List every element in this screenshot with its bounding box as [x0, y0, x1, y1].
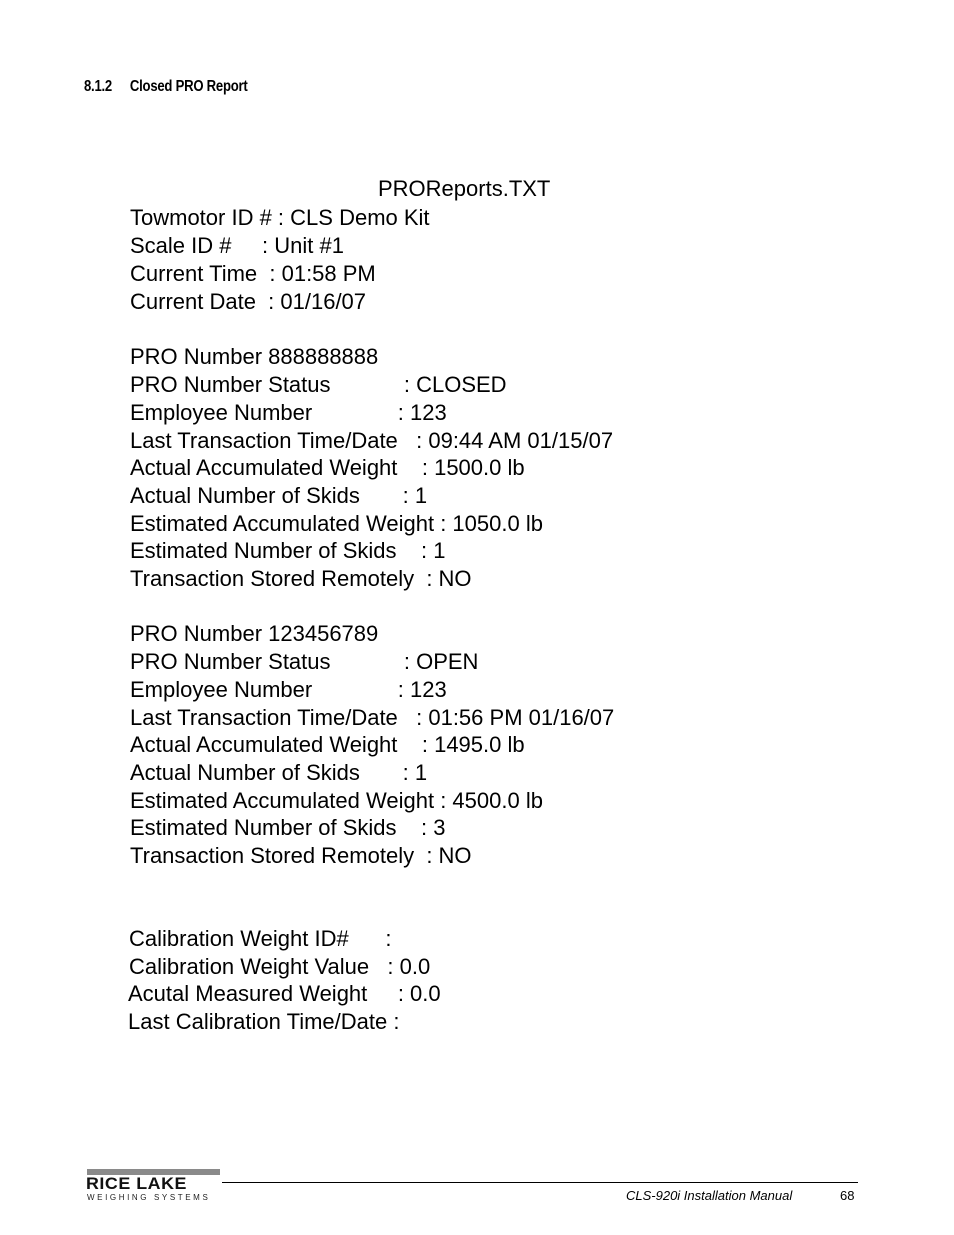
report-line: Transaction Stored Remotely : NO	[130, 566, 472, 591]
section-heading	[84, 78, 247, 96]
logo-subtext: WEIGHING SYSTEMS	[87, 1193, 211, 1202]
report-line: Calibration Weight Value : 0.0	[129, 954, 431, 979]
report-line: Estimated Number of Skids : 1	[130, 538, 446, 563]
report-line: Last Transaction Time/Date : 01:56 PM 01/16/07	[130, 705, 615, 730]
report-line: Estimated Number of Skids : 3	[130, 815, 446, 840]
report-line: Estimated Accumulated Weight : 1050.0 lb	[130, 511, 543, 536]
report-line: Employee Number : 123	[130, 677, 447, 702]
report-line: Actual Accumulated Weight : 1500.0 lb	[130, 455, 525, 480]
section-title: Closed PRO Report	[129, 78, 248, 95]
report-line: PRO Number Status : CLOSED	[130, 372, 507, 397]
section-number: 8.1.2	[84, 78, 112, 95]
rice-lake-logo	[86, 1169, 222, 1203]
report-line: Scale ID # : Unit #1	[130, 233, 344, 258]
report-line: Last Calibration Time/Date :	[128, 1009, 400, 1034]
report-line: PRO Number 888888888	[130, 344, 379, 369]
report-line: Last Transaction Time/Date : 09:44 AM 01/15/07	[130, 428, 614, 453]
report-line: Current Time : 01:58 PM	[130, 261, 376, 286]
report-line: Calibration Weight ID# :	[129, 926, 392, 951]
report-line: Actual Accumulated Weight : 1495.0 lb	[130, 732, 525, 757]
page-number: 68	[840, 1188, 855, 1203]
logo-text: RICE LAKE	[86, 1174, 187, 1193]
report-line: Employee Number : 123	[130, 400, 447, 425]
report-line: PRO Number Status : OPEN	[130, 649, 479, 674]
report-line: PRO Number 123456789	[130, 621, 379, 646]
report-line: Actual Number of Skids : 1	[130, 483, 428, 508]
report-line: Current Date : 01/16/07	[130, 289, 367, 314]
report-line: Actual Number of Skids : 1	[130, 760, 428, 785]
report-line: Estimated Accumulated Weight : 4500.0 lb	[130, 788, 543, 813]
report-title: PROReports.TXT	[378, 176, 551, 201]
footer-rule	[222, 1182, 858, 1183]
report-line: Acutal Measured Weight : 0.0	[128, 981, 441, 1006]
report-line: Towmotor ID # : CLS Demo Kit	[130, 205, 430, 230]
report-line: Transaction Stored Remotely : NO	[130, 843, 472, 868]
manual-title: CLS-920i Installation Manual	[626, 1188, 793, 1203]
